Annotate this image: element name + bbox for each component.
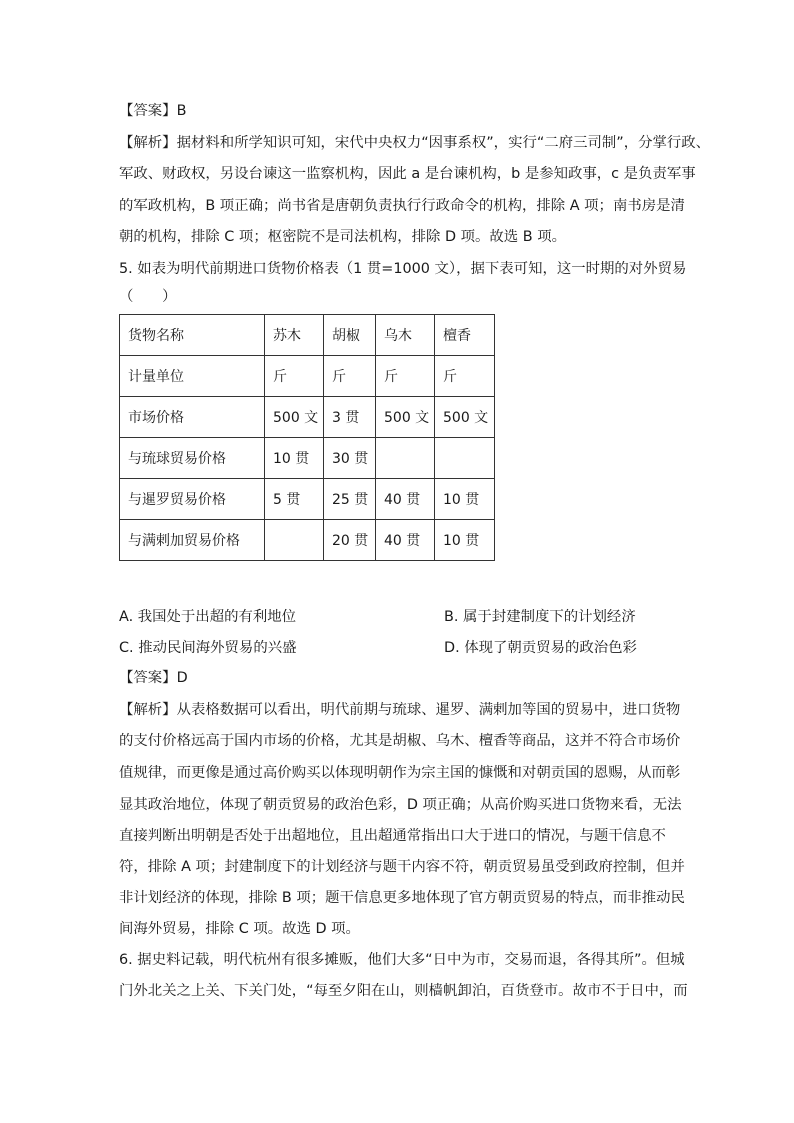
table-row: [120, 479, 495, 520]
table-cell: 苏木: [265, 315, 324, 356]
table-cell: 与暹罗贸易价格: [120, 479, 265, 520]
option-b[interactable]: B. 属于封建制度下的计划经济: [444, 609, 636, 625]
q5-stem-line-1: 5. 如表为明代前期进口货物价格表（1 贯=1000 文），据下表可知，这一时期的对外贸易: [119, 261, 687, 277]
table-cell: 胡椒: [324, 315, 376, 356]
q4-analysis-line-2: 军政、财政权，另设台谏这一监察机构，因此 a 是台谏机构，b 是参知政事，c 是负责军事: [119, 166, 696, 182]
table-cell: 檀香: [435, 315, 495, 356]
q5-analysis-line-4: 显其政治地位，体现了朝贡贸易的政治色彩，D 项正确；从高价购买进口货物来看，无法: [119, 797, 682, 813]
table-cell: 3 贯: [324, 397, 376, 438]
table-cell: [376, 438, 435, 479]
table-row: [120, 356, 495, 397]
q4-answer: 【答案】B: [119, 103, 187, 119]
table-row: [120, 438, 495, 479]
table-cell: 10 贯: [435, 520, 495, 561]
table-cell: 斤: [376, 356, 435, 397]
q6-stem-line-1: 6. 据史料记载，明代杭州有很多摊贩，他们大多“日中为市，交易而退，各得其所”。但城: [119, 952, 685, 968]
q5-analysis-line-3: 值规律，而更像是通过高价购买以体现明朝作为宗主国的慷慨和对朝贡国的恩赐，从而彰: [119, 765, 681, 781]
q4-analysis-line-1: 【解析】据材料和所学知识可知，宋代中央权力“因事系权”，实行“二府三司制”，分掌行政、: [119, 135, 711, 151]
table-cell: 10 贯: [435, 479, 495, 520]
table-cell: 斤: [324, 356, 376, 397]
q4-analysis-line-4: 朝的机构，排除 C 项；枢密院不是司法机构，排除 D 项。故选 B 项。: [119, 229, 566, 245]
table-cell: 与琉球贸易价格: [120, 438, 265, 479]
q5-analysis-line-1: 【解析】从表格数据可以看出，明代前期与琉球、暹罗、满剌加等国的贸易中，进口货物: [119, 702, 681, 718]
table-cell: 500 文: [376, 397, 435, 438]
table-cell: 市场价格: [120, 397, 265, 438]
option-d[interactable]: D. 体现了朝贡贸易的政治色彩: [444, 640, 637, 656]
q6-stem-line-2: 门外北关之上关、下关门处，“每至夕阳在山，则樯帆卸泊，百货登市。故市不于日中，而: [119, 983, 688, 999]
table-cell: 斤: [435, 356, 495, 397]
table-cell: 40 贯: [376, 520, 435, 561]
q5-analysis-line-2: 的支付价格远高于国内市场的价格，尤其是胡椒、乌木、檀香等商品，这并不符合市场价: [119, 733, 681, 749]
q5-analysis-line-5: 直接判断出明朝是否处于出超地位，且出超通常指出口大于进口的情况，与题干信息不: [119, 828, 666, 844]
table-cell: 500 文: [435, 397, 495, 438]
table-cell: 斤: [265, 356, 324, 397]
table-cell: 500 文: [265, 397, 324, 438]
table-row: [120, 315, 495, 356]
table-cell: 25 贯: [324, 479, 376, 520]
table-cell: 计量单位: [120, 356, 265, 397]
q5-analysis-line-8: 间海外贸易，排除 C 项。故选 D 项。: [119, 921, 360, 937]
option-a[interactable]: A. 我国处于出超的有利地位: [119, 609, 297, 625]
table-cell: 10 贯: [265, 438, 324, 479]
q5-answer: 【答案】D: [119, 670, 188, 686]
q5-analysis-line-6: 符，排除 A 项；封建制度下的计划经济与题干内容不符，朝贡贸易虽受到政府控制，但并: [119, 859, 685, 875]
table-cell: 乌木: [376, 315, 435, 356]
table-cell: [265, 520, 324, 561]
table-row: [120, 520, 495, 561]
table-cell: 20 贯: [324, 520, 376, 561]
table-cell: 与满剌加贸易价格: [120, 520, 265, 561]
table-cell: [435, 438, 495, 479]
table-cell: 5 贯: [265, 479, 324, 520]
table-row: [120, 397, 495, 438]
table-cell: 40 贯: [376, 479, 435, 520]
q5-analysis-line-7: 非计划经济的体现，排除 B 项；题干信息更多地体现了官方朝贡贸易的特点，而非推动民: [119, 890, 685, 906]
table-cell: 30 贯: [324, 438, 376, 479]
option-c[interactable]: C. 推动民间海外贸易的兴盛: [119, 640, 297, 656]
price-table: [119, 314, 495, 561]
table-cell: 货物名称: [120, 315, 265, 356]
q4-analysis-line-3: 的军政机构，B 项正确；尚书省是唐朝负责执行行政命令的机构，排除 A 项；南书房是清: [119, 198, 685, 214]
q5-stem-line-2: （ ）: [119, 289, 177, 305]
